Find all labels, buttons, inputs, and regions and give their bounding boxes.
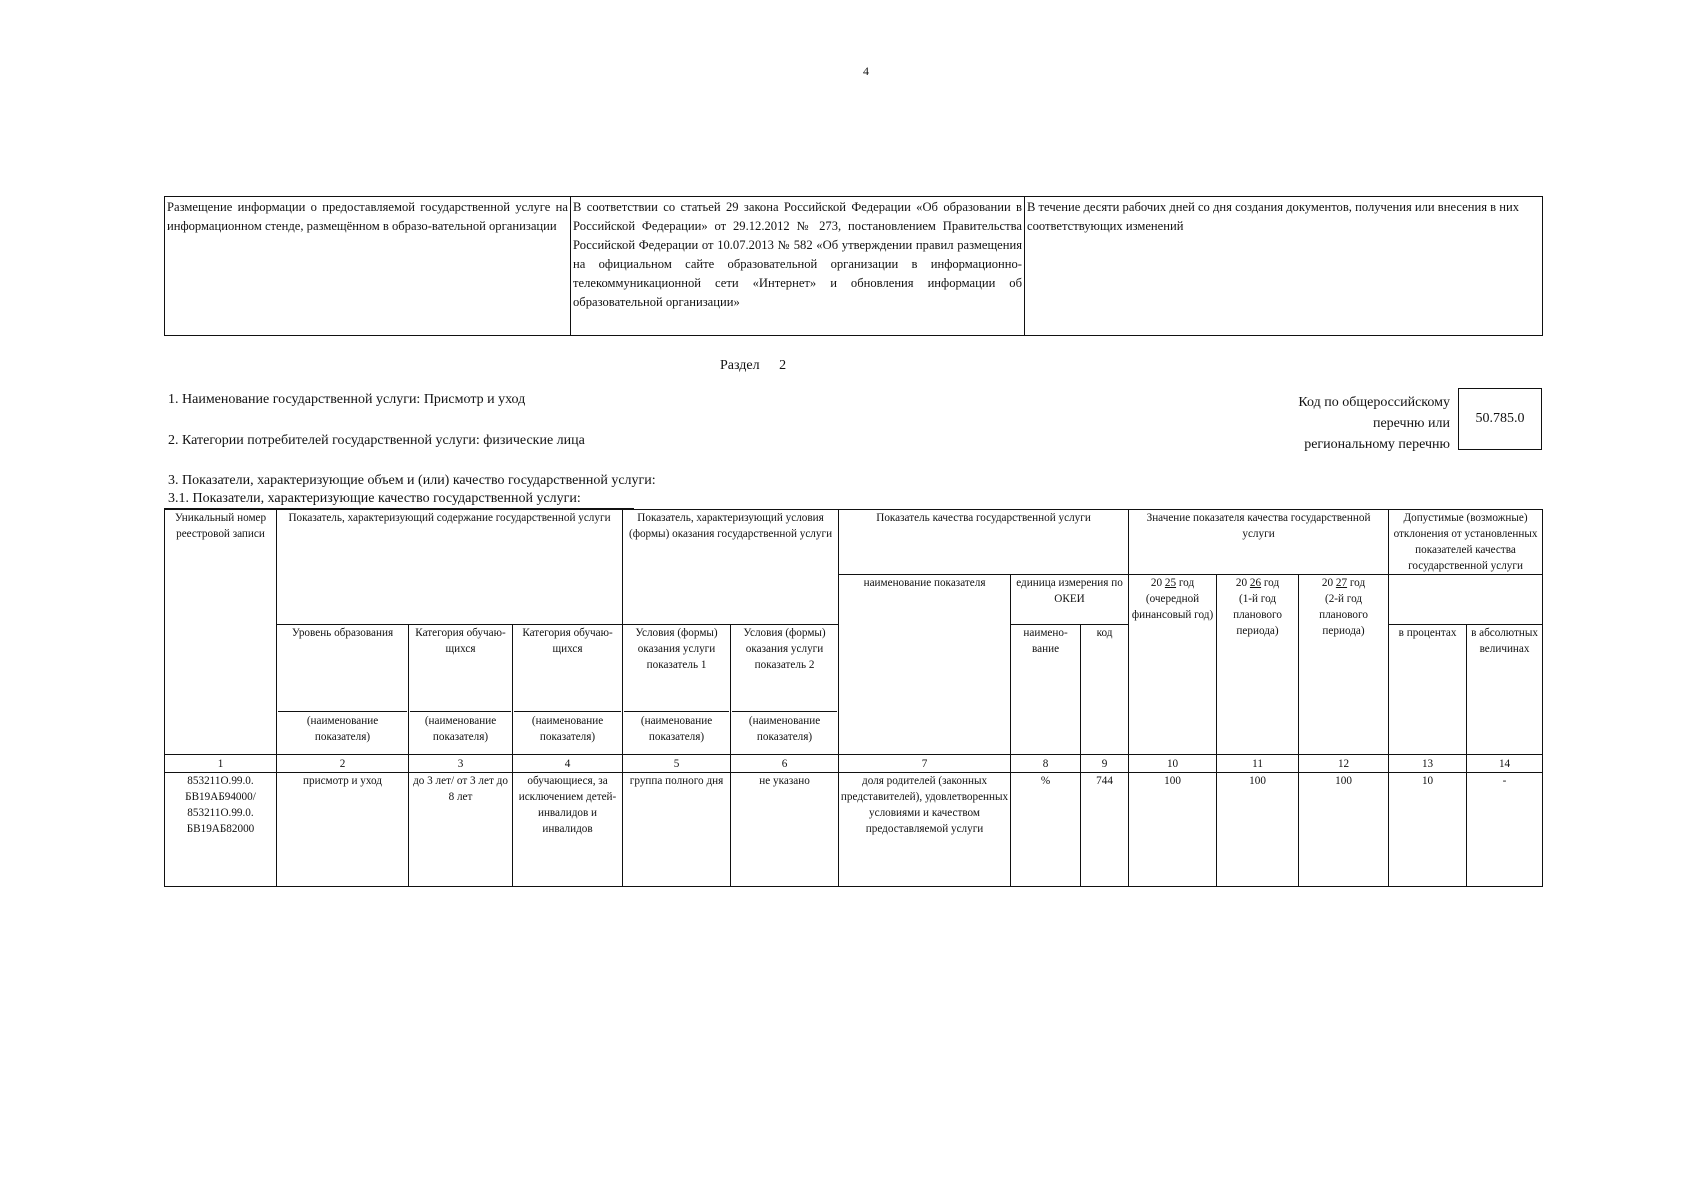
col-number: 12 — [1299, 755, 1389, 773]
year-value: 26 — [1249, 577, 1262, 589]
indicators-line: 3. Показатели, характеризующие объем и (или) качество государственной услуги: — [168, 473, 656, 488]
info-frequency-cell: В течение десяти рабочих дней со дня создания документов, получения или внесения в них соответствующих изменений — [1025, 197, 1543, 336]
service-name-line: 1. Наименование государственной услуги: Присмотр и уход — [168, 392, 526, 407]
header-content-indicator: Показатель, характеризующий содержание государственной услуги — [277, 510, 623, 625]
year-prefix: 20 — [1150, 577, 1163, 589]
header-quality-indicator: Показатель качества государственной услуги — [839, 510, 1129, 575]
col-subtitle: (наименование показателя) — [278, 711, 407, 745]
header-unit-name: наимено-вание — [1011, 625, 1081, 755]
code-label — [1250, 392, 1450, 455]
col-number: 13 — [1389, 755, 1467, 773]
col-number: 11 — [1217, 755, 1299, 773]
quality-indicators-table — [164, 509, 1543, 887]
header-form-2 — [731, 625, 839, 755]
cell-education-level: присмотр и уход — [277, 773, 409, 887]
year-note: (1-й год планового периода) — [1233, 593, 1282, 637]
header-percent: в процентах — [1389, 625, 1467, 755]
year-value: 25 — [1164, 577, 1177, 589]
header-unit: единица измерения по ОКЕИ — [1011, 575, 1129, 625]
col-title: Категория обучаю-щихся — [415, 627, 506, 655]
header-form-1 — [623, 625, 731, 755]
cell-age-category: до 3 лет/ от 3 лет до 8 лет — [409, 773, 513, 887]
code-value-box: 50.785.0 — [1458, 388, 1542, 450]
col-title: Уровень образования — [291, 627, 394, 639]
col-number: 6 — [731, 755, 839, 773]
header-education-level — [277, 625, 409, 755]
header-unit-code: код — [1081, 625, 1129, 755]
col-title: Условия (формы) оказания услуги показатель 2 — [743, 627, 826, 671]
header-year-2027 — [1299, 575, 1389, 755]
header-conditions-indicator: Показатель, характеризующий условия (формы) оказания государственной услуги — [623, 510, 839, 625]
info-basis-cell: В соответствии со статьей 29 закона Российской Федерации «Об образовании в Российской Федерации» от 29.12.2012 № 273, постановлением Правительства Российской Федерации от 10.07.2013 № 582 «Об утверждении правил размещения на официальном сайте образовательной организации в информационно-телекоммуникационной сети «Интернет» и обновления информации об образовательной организации» — [571, 197, 1025, 336]
header-deviation-cont — [1389, 575, 1543, 625]
header-year-2025 — [1129, 575, 1217, 755]
column-number-row — [165, 755, 1543, 773]
cell-deviation-absolute: - — [1467, 773, 1543, 887]
section-heading — [720, 358, 840, 374]
table-row — [165, 773, 1543, 887]
year-note: (2-й год планового периода) — [1319, 593, 1368, 637]
cell-deviation-percent: 10 — [1389, 773, 1467, 887]
year-suffix: год — [1178, 577, 1195, 589]
header-row — [165, 510, 1543, 575]
year-value: 27 — [1335, 577, 1348, 589]
year-prefix: 20 — [1321, 577, 1334, 589]
info-posting-table — [164, 196, 1543, 336]
header-student-category-2 — [513, 625, 623, 755]
year-suffix: год — [1349, 577, 1366, 589]
header-unique-number: Уникальный номер реестровой записи — [165, 510, 277, 755]
col-number: 4 — [513, 755, 623, 773]
info-row — [165, 197, 1543, 336]
cell-form: группа полного дня — [623, 773, 731, 887]
col-number: 5 — [623, 755, 731, 773]
col-number: 2 — [277, 755, 409, 773]
col-number: 10 — [1129, 755, 1217, 773]
section-label: Раздел — [720, 358, 760, 373]
cell-value-2027: 100 — [1299, 773, 1389, 887]
header-indicator-name: наименование показателя — [839, 575, 1011, 755]
col-subtitle: (наименование показателя) — [732, 711, 837, 745]
cell-value-2025: 100 — [1129, 773, 1217, 887]
col-number: 9 — [1081, 755, 1129, 773]
cell-unique-number: 853211О.99.0. БВ19АБ94000/ 853211О.99.0. БВ19АБ82000 — [165, 773, 277, 887]
consumers-line: 2. Категории потребителей государственной услуги: физические лица — [168, 433, 585, 448]
col-number: 14 — [1467, 755, 1543, 773]
year-note: (очередной финансовый год) — [1131, 593, 1214, 621]
col-title: Категория обучаю-щихся — [522, 627, 613, 655]
header-indicator-value: Значение показателя качества государственной услуги — [1129, 510, 1389, 575]
year-prefix: 20 — [1235, 577, 1248, 589]
cell-unit: % — [1011, 773, 1081, 887]
header-absolute: в абсолютных величинах — [1467, 625, 1543, 755]
page-number: 4 — [863, 64, 869, 78]
section-number: 2 — [779, 358, 787, 373]
code-label-line: региональному перечню — [1304, 437, 1450, 452]
col-number: 7 — [839, 755, 1011, 773]
col-number: 3 — [409, 755, 513, 773]
code-label-line: Код по общероссийскому — [1298, 395, 1450, 410]
code-label-line: перечню или — [1372, 416, 1450, 431]
header-year-2026 — [1217, 575, 1299, 755]
col-number: 8 — [1011, 755, 1081, 773]
col-subtitle: (наименование показателя) — [410, 711, 511, 745]
col-subtitle: (наименование показателя) — [624, 711, 729, 745]
header-student-category-1 — [409, 625, 513, 755]
cell-form-2: не указано — [731, 773, 839, 887]
col-title: Условия (формы) оказания услуги показатель 1 — [635, 627, 718, 671]
year-suffix: год — [1263, 577, 1280, 589]
info-what-cell: Размещение информации о предоставляемой государственной услуге на информационном стенде, размещённом в образо-вательной организации — [165, 197, 571, 336]
header-deviation: Допустимые (возможные) отклонения от установленных показателей качества государственной услуги — [1389, 510, 1543, 575]
cell-value-2026: 100 — [1217, 773, 1299, 887]
cell-student-category: обучающиеся, за исключением детей-инвалидов и инвалидов — [513, 773, 623, 887]
quality-indicators-line: 3.1. Показатели, характеризующие качество государственной услуги: — [168, 491, 581, 506]
cell-unit-code: 744 — [1081, 773, 1129, 887]
col-number: 1 — [165, 755, 277, 773]
cell-indicator-name: доля родителей (законных представителей), удовлетворенных условиями и качеством предоставляемой услуги — [839, 773, 1011, 887]
col-subtitle: (наименование показателя) — [514, 711, 621, 745]
